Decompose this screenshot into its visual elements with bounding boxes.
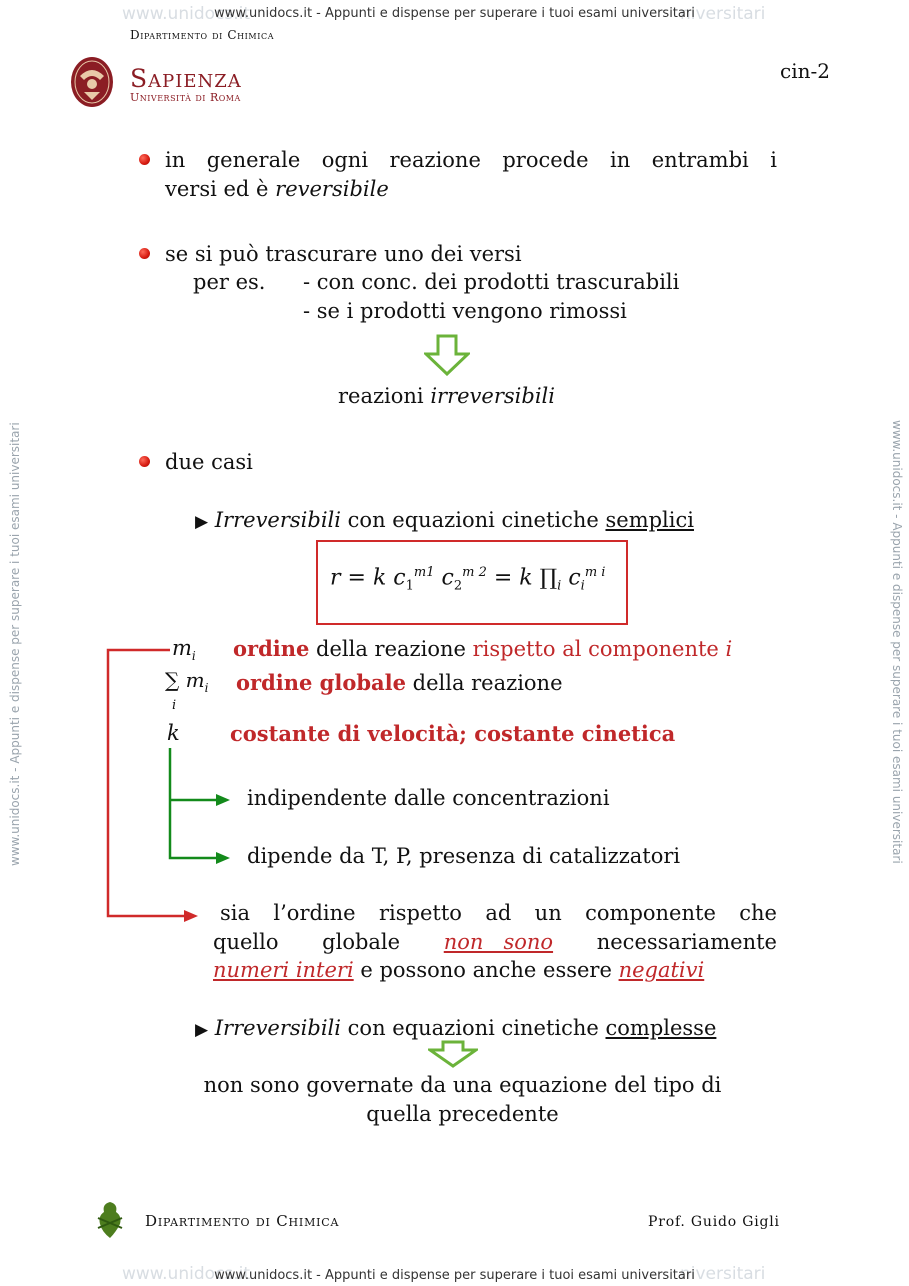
footer-author: Prof. Guido Gigli [648, 1214, 780, 1230]
bullet2-line1: se si può trascurare uno dei versi [165, 242, 522, 266]
sapienza-seal-icon [70, 56, 114, 108]
triangle-right-icon: ▶ [195, 1020, 209, 1040]
conclusion: non sono governate da una equazione del tipo di quella precedente [203, 1073, 722, 1126]
triangle-right-icon: ▶ [195, 512, 209, 532]
case1-line: ▶ Irreversibili con equazioni cinetiche semplici [195, 508, 694, 532]
k-branch-independent: indipendente dalle concentrazioni [247, 786, 610, 810]
bullet-icon [139, 456, 150, 467]
bullet2-example-label: per es. [193, 270, 266, 294]
sum-index: i [172, 698, 177, 713]
bullet-icon [139, 154, 150, 165]
down-arrow-icon [428, 1040, 478, 1068]
university-name: Sapienza [130, 64, 242, 93]
bullet2-line3: - se i prodotti vengono rimossi [303, 299, 627, 323]
note-line3: numeri interi e possono anche essere negativi [213, 958, 705, 982]
mi-symbol: $m_i$ [172, 636, 196, 664]
sum-definition: ordine globale della reazione [236, 670, 563, 695]
k-branch-depends: dipende da T, P, presenza di catalizzatori [247, 844, 681, 868]
case2-line: ▶ Irreversibili con equazioni cinetiche complesse [195, 1016, 717, 1040]
watermark-faint-right: niversitari [680, 1264, 766, 1284]
bullet1-line1: in generale ogni reazione procede in entrambi i [165, 148, 777, 172]
slide-id: cin-2 [780, 59, 830, 83]
k-definition: costante di velocità; costante cinetica [230, 721, 676, 746]
bullet1-line2: versi ed è reversibile [165, 177, 389, 201]
bullet-icon [139, 248, 150, 259]
watermark-right-vertical: www.unidocs.it - Appunti e dispense per superare i tuoi esami universitari [890, 420, 904, 864]
footer-department: Dipartimento di Chimica [145, 1212, 340, 1230]
watermark-left-vertical: www.unidocs.it - Appunti e dispense per superare i tuoi esami universitari [8, 422, 22, 866]
watermark-faint-left: www.unidocs.it [122, 4, 251, 24]
watermark-faint-right: niversitari [680, 4, 766, 24]
note-line1: sia l’ordine rispetto ad un componente che [220, 901, 777, 925]
down-arrow-icon [424, 334, 470, 376]
bullet2-line2: - con conc. dei prodotti trascurabili [303, 270, 680, 294]
watermark-faint-left: www.unidocs.it [122, 1264, 251, 1284]
mi-definition: ordine della reazione rispetto al componente i [233, 636, 733, 661]
note-line2: quello globale non sono necessariamente [213, 930, 777, 954]
header-department: Dipartimento di Chimica [130, 28, 275, 42]
sum-symbol: ∑ $m_i$ [165, 668, 209, 695]
bullet3-text: due casi [165, 450, 253, 474]
green-branch-arrows [160, 746, 240, 870]
university-subtitle: Università di Roma [130, 91, 241, 104]
watermark-bottom: www.unidocs.it - Appunti e dispense per superare i tuoi esami universitari [214, 1268, 695, 1283]
chimica-logo-icon [92, 1198, 128, 1242]
watermark-top: www.unidocs.it - Appunti e dispense per superare i tuoi esami universitari [214, 6, 695, 21]
rate-equation: r = k $c_1^{m1}$ $c_2^{m 2} = k$ $\prod_i$ $c_i^{m i}$ [330, 565, 606, 594]
result-irreversible: reazioni irreversibili [338, 384, 555, 408]
k-symbol: k [167, 721, 180, 745]
